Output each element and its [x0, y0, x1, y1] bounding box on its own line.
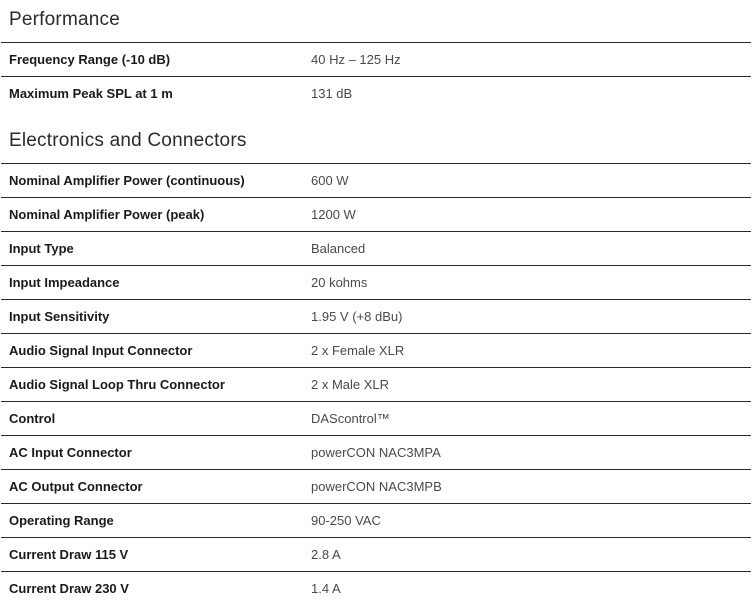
spec-value: 2 x Female XLR: [311, 343, 405, 358]
spec-row: [1, 402, 751, 436]
performance-spec-table: [1, 42, 751, 111]
spec-label: Input Sensitivity: [9, 309, 110, 324]
electronics-spec-table: [1, 163, 751, 606]
spec-value: 1200 W: [311, 207, 356, 222]
spec-label: Control: [9, 411, 56, 426]
spec-row: [1, 436, 751, 470]
spec-label: Current Draw 230 V: [9, 581, 129, 597]
spec-row: [1, 198, 751, 232]
spec-value: 600 W: [311, 173, 349, 188]
spec-value: 131 dB: [311, 86, 353, 102]
spec-value: DAScontrol™: [311, 411, 390, 426]
spec-label: AC Input Connector: [9, 445, 132, 460]
spec-value: 2 x Male XLR: [311, 377, 390, 392]
spec-row: [1, 77, 751, 111]
spec-row: [1, 300, 751, 334]
spec-row: [1, 538, 751, 572]
spec-value: 40 Hz – 125 Hz: [311, 52, 401, 67]
spec-label: Audio Signal Loop Thru Connector: [9, 377, 225, 392]
spec-label: Frequency Range (-10 dB): [9, 52, 171, 67]
spec-value: 20 kohms: [311, 275, 368, 290]
spec-value: 1.95 V (+8 dBu): [311, 309, 403, 324]
spec-label: Audio Signal Input Connector: [9, 343, 193, 358]
spec-label: Input Type: [9, 241, 74, 256]
spec-value: powerCON NAC3MPA: [311, 445, 441, 460]
spec-value: powerCON NAC3MPB: [311, 479, 442, 494]
spec-value: 1.4 A: [311, 581, 341, 597]
spec-row: [1, 43, 751, 77]
spec-row: [1, 334, 751, 368]
spec-label: AC Output Connector: [9, 479, 143, 494]
spec-label: Input Impeadance: [9, 275, 120, 290]
spec-value: 2.8 A: [311, 547, 341, 562]
spec-row: [1, 164, 751, 198]
spec-row: [1, 572, 751, 606]
spec-value: 90-250 VAC: [311, 513, 381, 528]
section-title-electronics: Electronics and Connectors: [9, 130, 247, 151]
section-title-performance: Performance: [9, 9, 120, 30]
spec-label: Nominal Amplifier Power (peak): [9, 207, 205, 222]
spec-label: Current Draw 115 V: [9, 547, 129, 562]
spec-label: Nominal Amplifier Power (continuous): [9, 173, 245, 188]
spec-row: [1, 266, 751, 300]
spec-value: Balanced: [311, 241, 366, 256]
spec-label: Operating Range: [9, 513, 114, 528]
spec-row: [1, 504, 751, 538]
spec-row: [1, 470, 751, 504]
spec-row: [1, 232, 751, 266]
spec-row: [1, 368, 751, 402]
spec-label: Maximum Peak SPL at 1 m: [9, 86, 173, 102]
